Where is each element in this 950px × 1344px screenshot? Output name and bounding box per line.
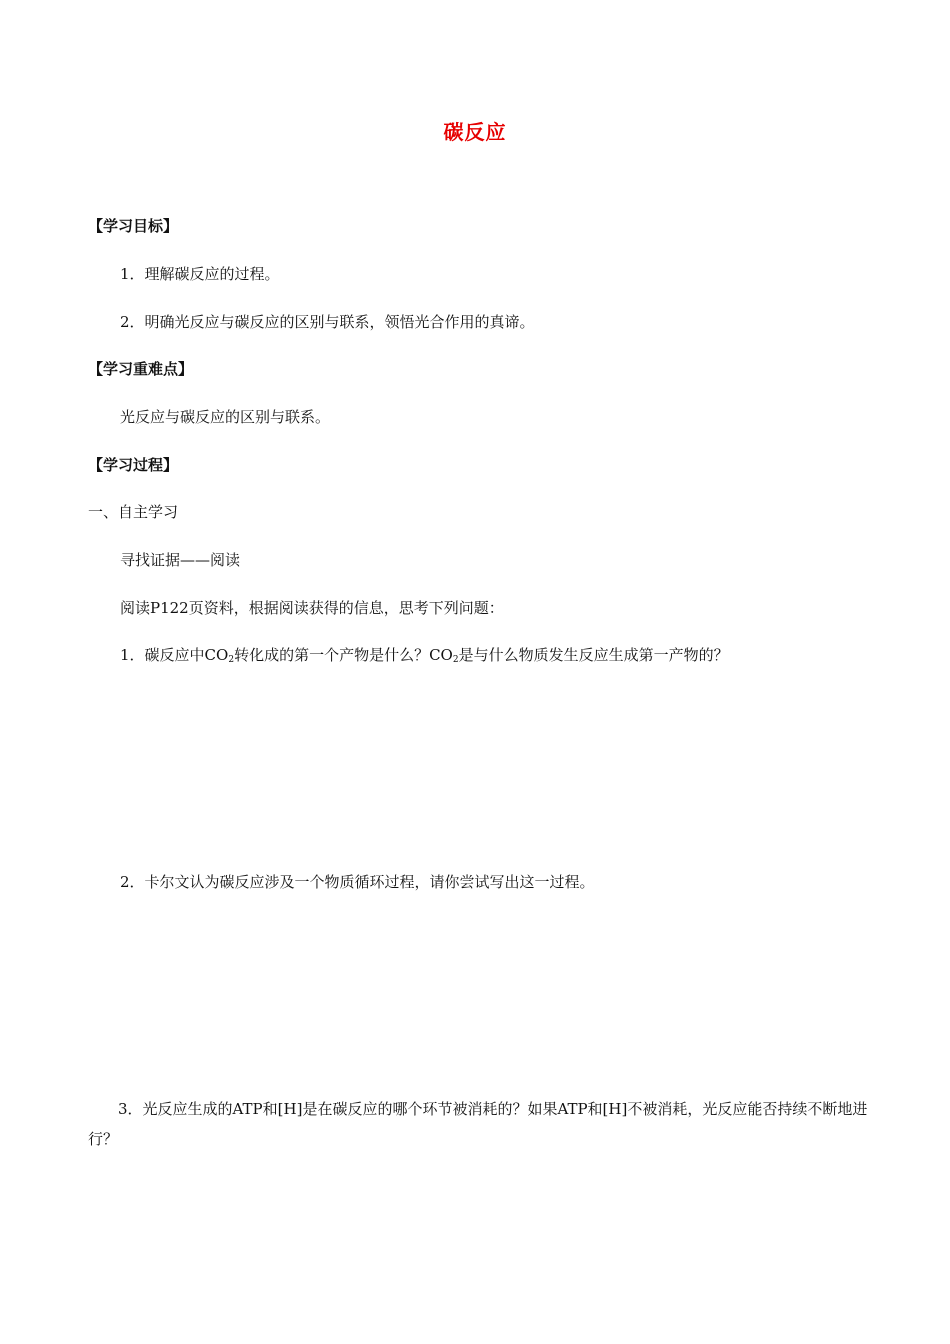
question-1: [120, 644, 729, 666]
question-1-part-2: 转化成的第一个产物是什么？CO: [234, 646, 453, 664]
question-2: 2．卡尔文认为碳反应涉及一个物质循环过程，请你尝试写出这一过程。: [120, 873, 595, 891]
question-1-part-1: 1．碳反应中CO: [120, 646, 229, 664]
reading-instructions: 阅读P122页资料，根据阅读获得的信息，思考下列问题：: [120, 599, 504, 617]
co2-subscript-2: 2: [452, 655, 459, 665]
key-points-heading: 【学习重难点】: [88, 360, 194, 378]
question-3: 3．光反应生成的ATP和[H]是在碳反应的哪个环节被消耗的？如果ATP和[H]不被消耗，光反应能否持续不断地进行？: [88, 1100, 868, 1148]
process-heading: 【学习过程】: [88, 456, 179, 474]
question-1-part-3: 是与什么物质发生反应生成第一产物的？: [458, 646, 729, 664]
reading-subheading: 寻找证据——阅读: [120, 551, 241, 569]
objective-item-1: 1．理解碳反应的过程。: [120, 265, 280, 283]
co2-subscript-1: 2: [228, 655, 235, 665]
section-one-heading: 一、自主学习: [88, 503, 179, 521]
page-title: 碳反应: [443, 120, 507, 144]
key-points-text: 光反应与碳反应的区别与联系。: [120, 408, 331, 426]
objectives-heading: 【学习目标】: [88, 217, 179, 235]
objective-item-2: 2．明确光反应与碳反应的区别与联系，领悟光合作用的真谛。: [120, 313, 535, 331]
